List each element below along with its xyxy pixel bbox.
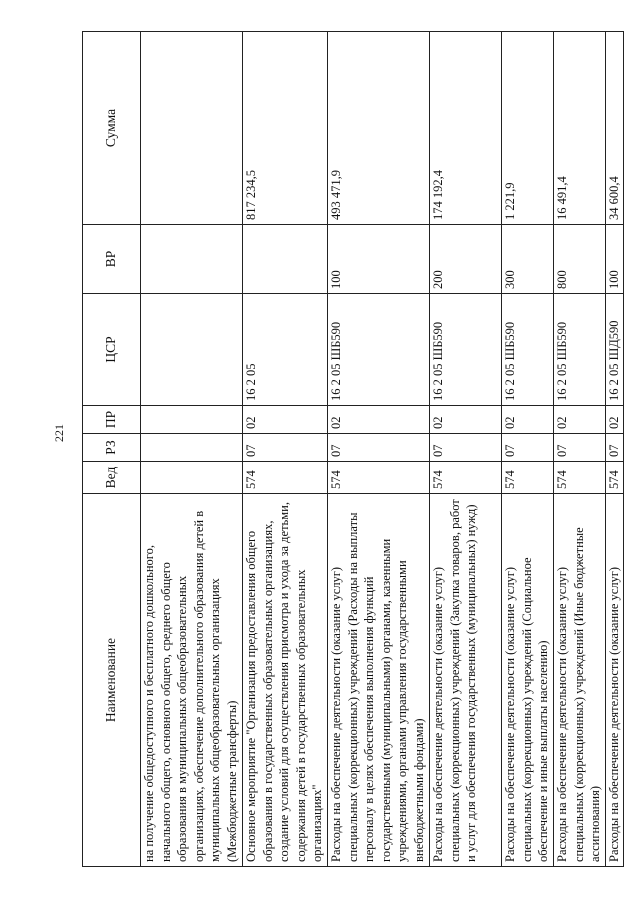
cell-ved: 574 — [606, 462, 624, 494]
cell-pr: 02 — [606, 406, 624, 434]
table-row — [328, 32, 430, 867]
cell-rz: 07 — [243, 434, 328, 462]
cell-name: Расходы на обеспечение деятельности (оказание услуг) специальных (коррекционных) учреждений (Расходы на выплаты персоналу в целях обеспечения выполнения функций государственными (муниципальными) органами, казенными учреждениями, органами управления государственными внебюджетными фондами) — [328, 494, 430, 867]
cell-pr: 02 — [502, 406, 554, 434]
cell-sum: 493 471,9 — [328, 32, 430, 225]
cell-csr: 16 2 05 — [243, 294, 328, 406]
table-row — [554, 32, 606, 867]
table-row — [141, 32, 243, 867]
cell-vr: 100 — [328, 225, 430, 294]
cell-pr: 02 — [430, 406, 502, 434]
cell-csr: 16 2 05 ШБ590 — [328, 294, 430, 406]
cell-ved: 574 — [430, 462, 502, 494]
cell-csr: 16 2 05 ШБ590 — [502, 294, 554, 406]
cell-name: Основное мероприятие "Организация предоставления общего образования в государственных образовательных организациях, создание условий для осуществления присмотра и ухода за детьми, содержания детей в государственных образовательных организациях" — [243, 494, 328, 867]
table-row — [606, 32, 624, 867]
cell-vr: 200 — [430, 225, 502, 294]
budget-table-container — [82, 32, 621, 867]
header-pr: ПР — [83, 406, 141, 434]
header-rz: РЗ — [83, 434, 141, 462]
cell-sum: 34 600,4 — [606, 32, 624, 225]
table-row — [502, 32, 554, 867]
cell-sum — [141, 32, 243, 225]
header-sum: Сумма — [83, 32, 141, 225]
cell-vr — [141, 225, 243, 294]
cell-csr: 16 2 05 ШД590 — [606, 294, 624, 406]
page-number: 221 — [52, 424, 66, 442]
cell-rz: 07 — [430, 434, 502, 462]
table-row — [430, 32, 502, 867]
cell-vr: 100 — [606, 225, 624, 294]
cell-ved: 574 — [328, 462, 430, 494]
header-ved: Вед — [83, 462, 141, 494]
cell-ved: 574 — [502, 462, 554, 494]
header-csr: ЦСР — [83, 294, 141, 406]
cell-name: на получение общедоступного и бесплатного дошкольного, начального общего, основного общего, среднего общего образования в муниципальных общеобразовательных организациях, обеспечение дополнительного образования детей в муниципальных общеобразовательных организациях (Межбюджетные трансферты) — [141, 494, 243, 867]
header-vr: ВР — [83, 225, 141, 294]
cell-sum: 174 192,4 — [430, 32, 502, 225]
cell-csr: 16 2 05 ШБ590 — [554, 294, 606, 406]
cell-rz: 07 — [502, 434, 554, 462]
cell-name: Расходы на обеспечение деятельности (оказание услуг) специальных (коррекционных) учреждений (Иные бюджетные ассигнования) — [554, 494, 606, 867]
cell-pr: 02 — [243, 406, 328, 434]
cell-pr: 02 — [554, 406, 606, 434]
cell-csr: 16 2 05 ШБ590 — [430, 294, 502, 406]
cell-name: Расходы на обеспечение деятельности (оказание услуг) специальных (коррекционных) учреждений (Закупка товаров, работ и услуг для обеспечения государственных (муниципальных) нужд) — [430, 494, 502, 867]
cell-pr — [141, 406, 243, 434]
cell-name: Расходы на обеспечение деятельности (оказание услуг) специальных (коррекционных) учреждений (Социальное обеспечение и иные выплаты населению) — [502, 494, 554, 867]
cell-vr — [243, 225, 328, 294]
cell-rz: 07 — [554, 434, 606, 462]
table-header-row — [83, 32, 141, 867]
cell-ved — [141, 462, 243, 494]
cell-ved: 574 — [554, 462, 606, 494]
cell-rz — [141, 434, 243, 462]
header-name: Наименование — [83, 494, 141, 867]
cell-ved: 574 — [243, 462, 328, 494]
cell-pr: 02 — [328, 406, 430, 434]
cell-rz: 07 — [328, 434, 430, 462]
cell-vr: 800 — [554, 225, 606, 294]
cell-csr — [141, 294, 243, 406]
cell-sum: 1 221,9 — [502, 32, 554, 225]
budget-table — [82, 31, 624, 867]
cell-vr: 300 — [502, 225, 554, 294]
cell-rz: 07 — [606, 434, 624, 462]
cell-sum: 16 491,4 — [554, 32, 606, 225]
cell-name: Расходы на обеспечение деятельности (оказание услуг) — [606, 494, 624, 867]
cell-sum: 817 234,5 — [243, 32, 328, 225]
table-row — [243, 32, 328, 867]
